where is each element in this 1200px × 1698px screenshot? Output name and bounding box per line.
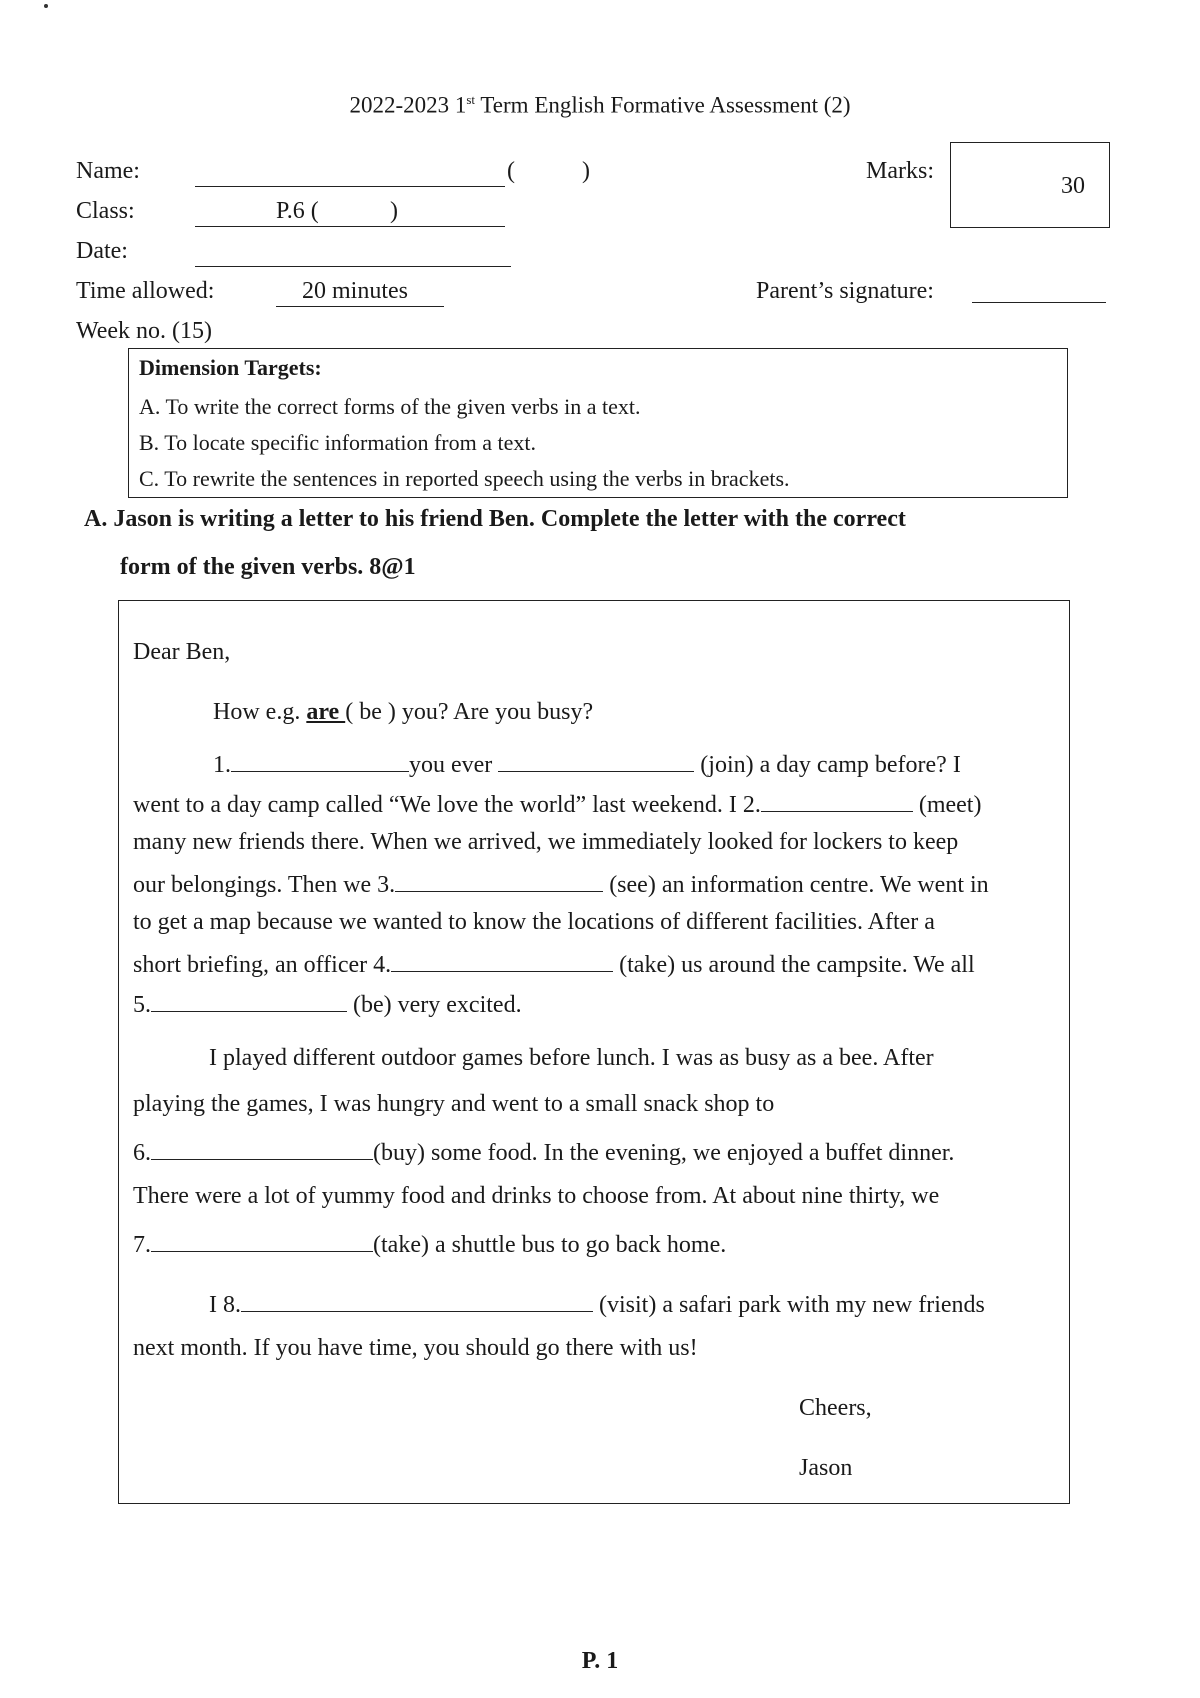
letter-p2-line-5: 7. (take) a shuttle bus to go back home. [133,1229,726,1259]
time-line [276,306,444,307]
page-number: P. 1 [581,1648,619,1674]
blank-5[interactable] [151,989,347,1012]
letter-greeting: Dear Ben, [133,639,231,665]
letter-p2-line-1: I played different outdoor games before lunch. I was as busy as a bee. After [209,1045,934,1071]
letter-line-4: many new friends there. When we arrived, we immediately looked for lockers to keep [133,829,959,855]
name-line[interactable] [195,186,505,187]
blank-7[interactable] [151,1229,373,1252]
name-label: Name: [76,158,140,184]
letter-p3-line-1: I 8. (visit) a safari park with my new friends [209,1289,985,1319]
class-value: P.6 ( [276,198,319,224]
dimension-target-c: C. To rewrite the sentences in reported speech using the verbs in brackets. [139,466,790,491]
parent-signature-label: Parent’s signature: [756,278,934,304]
dimension-target-b: B. To locate specific information from a text. [139,430,536,455]
blank-4[interactable] [391,949,613,972]
letter-line-3: went to a day camp called “We love the world” last weekend. I 2. (meet) [133,789,981,819]
letter-p3-line-2: next month. If you have time, you should go there with us! [133,1335,698,1361]
page-title: 2022-2023 1st Term English Formative Assessment (2) [349,92,851,118]
letter-p2-line-2: playing the games, I was hungry and went to a small snack shop to [133,1091,775,1117]
blank-2[interactable] [761,789,913,812]
letter-closing: Cheers, [799,1395,872,1421]
name-paren-open: ( [507,158,515,184]
section-a-instruction-line2: form of the given verbs. 8@1 [120,554,416,580]
class-label: Class: [76,198,135,224]
week-label: Week no. (15) [76,318,213,344]
blank-8[interactable] [241,1289,593,1312]
date-label: Date: [76,238,128,264]
time-value: 20 minutes [302,278,408,304]
letter-line-5: our belongings. Then we 3. (see) an information centre. We went in [133,869,989,899]
class-line[interactable] [195,226,505,227]
letter-line-6: to get a map because we wanted to know the locations of different facilities. After a [133,909,935,935]
marks-value: 30 [1061,173,1085,199]
date-line[interactable] [195,266,511,267]
example-line: How e.g. are ( be ) you? Are you busy? [213,699,594,725]
section-a-instruction-line1: A. Jason is writing a letter to his friend Ben. Complete the letter with the correct [84,506,906,532]
letter-p2-line-3: 6. (buy) some food. In the evening, we enjoyed a buffet dinner. [133,1137,954,1167]
time-label: Time allowed: [76,278,215,304]
dimension-target-a: A. To write the correct forms of the given verbs in a text. [139,394,641,419]
dimension-targets-heading: Dimension Targets: [139,355,322,380]
parent-signature-line[interactable] [972,302,1106,303]
scan-speck [44,4,48,8]
blank-3[interactable] [395,869,603,892]
letter-box [118,600,1070,1504]
class-value-close: ) [390,198,398,224]
name-paren-close: ) [582,158,590,184]
example-answer: are [306,699,346,725]
letter-line-8: 5. (be) very excited. [133,989,522,1019]
dimension-targets-box [128,348,1068,498]
letter-signature: Jason [799,1455,853,1481]
marks-label: Marks: [866,158,934,184]
marks-box[interactable] [950,142,1110,228]
letter-line-7: short briefing, an officer 4. (take) us around the campsite. We all [133,949,975,979]
blank-1a[interactable] [231,749,409,772]
blank-6[interactable] [151,1137,373,1160]
letter-p2-line-4: There were a lot of yummy food and drinks to choose from. At about nine thirty, we [133,1183,940,1209]
question-1-line: 1. you ever (join) a day camp before? I [213,749,961,779]
blank-1b[interactable] [498,749,694,772]
